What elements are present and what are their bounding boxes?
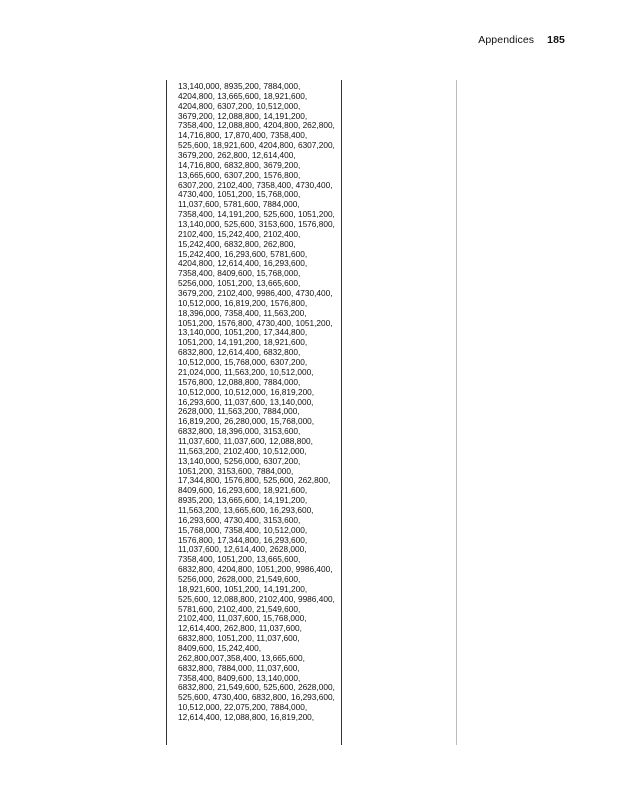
number-line: 1576,800, 17,344,800, 16,293,600, bbox=[178, 534, 308, 545]
number-line: 10,512,000, 10,512,000, 16,819,200, bbox=[178, 386, 315, 397]
number-line: 8409,600, 15,242,400, bbox=[178, 642, 262, 653]
number-line: 7358,400, 1051,200, 13,665,600, bbox=[178, 554, 301, 565]
number-line: 21,024,000, 11,563,200, 10,512,000, bbox=[178, 366, 314, 377]
number-line: 2102,400, 11,037,600, 15,768,000, bbox=[178, 613, 307, 624]
number-line: 6832,800, 7884,000, 11,037,600, bbox=[178, 662, 300, 673]
column-rule-left bbox=[166, 80, 167, 745]
number-line: 15,242,400, 6832,800, 262,800, bbox=[178, 238, 296, 249]
number-line: 15,768,000, 7358,400, 10,512,000, bbox=[178, 524, 308, 535]
number-line: 14,716,800, 6832,800, 3679,200, bbox=[178, 159, 301, 170]
number-line: 4204,800, 13,665,600, 18,921,600, bbox=[178, 90, 308, 101]
number-line: 12,614,400, 262,800, 11,037,600, bbox=[178, 623, 302, 634]
number-line: 2628,000, 11,563,200, 7884,000, bbox=[178, 406, 300, 417]
number-line: 6307,200, 2102,400, 7358,400, 4730,400, bbox=[178, 179, 333, 190]
number-line: 2102,400, 15,242,400, 2102,400, bbox=[178, 228, 301, 239]
number-line: 4204,800, 12,614,400, 16,293,600, bbox=[178, 258, 308, 269]
number-line: 4730,400, 1051,200, 15,768,000, bbox=[178, 189, 301, 200]
number-line: 10,512,000, 15,768,000, 6307,200, bbox=[178, 357, 308, 368]
number-line: 13,140,000, 5256,000, 6307,200, bbox=[178, 455, 301, 466]
number-line: 11,563,200, 2102,400, 10,512,000, bbox=[178, 445, 307, 456]
number-line: 7358,400, 8409,600, 13,140,000, bbox=[178, 672, 301, 683]
number-line: 11,037,600, 11,037,600, 12,088,800, bbox=[178, 435, 313, 446]
number-line: 1051,200, 3153,600, 7884,000, bbox=[178, 465, 294, 476]
number-line: 7358,400, 14,191,200, 525,600, 1051,200, bbox=[178, 209, 335, 220]
number-line: 14,716,800, 17,870,400, 7358,400, bbox=[178, 130, 308, 141]
number-line: 7358,400, 12,088,800, 4204,800, 262,800, bbox=[178, 120, 335, 131]
number-line: 8935,200, 13,665,600, 14,191,200, bbox=[178, 495, 308, 506]
number-line: 16,819,200, 26,280,000, 15,768,000, bbox=[178, 416, 315, 427]
number-line: 1051,200, 14,191,200, 18,921,600, bbox=[178, 337, 308, 348]
section-title: Appendices bbox=[478, 34, 535, 46]
number-line: 17,344,800, 1576,800, 525,600, 262,800, bbox=[178, 475, 331, 486]
number-line: 16,293,600, 4730,400, 3153,600, bbox=[178, 514, 301, 525]
number-line: 6832,800, 1051,200, 11,037,600, bbox=[178, 633, 300, 644]
number-line: 15,242,400, 16,293,600, 5781,600, bbox=[178, 248, 308, 259]
number-line: 11,037,600, 5781,600, 7884,000, bbox=[178, 199, 300, 210]
number-line: 18,921,600, 1051,200, 14,191,200, bbox=[178, 583, 308, 594]
number-line: 3679,200, 2102,400, 9986,400, 4730,400, bbox=[178, 288, 333, 299]
number-line: 5781,600, 2102,400, 21,549,600, bbox=[178, 603, 301, 614]
number-line: 525,600, 12,088,800, 2102,400, 9986,400, bbox=[178, 593, 335, 604]
number-list-column bbox=[178, 82, 338, 723]
number-line: 3679,200, 12,088,800, 14,191,200, bbox=[178, 110, 308, 121]
number-line: 262,800,007,358,400, 13,665,600, bbox=[178, 652, 305, 663]
number-line: 3679,200, 262,800, 12,614,400, bbox=[178, 150, 296, 161]
number-line: 7358,400, 8409,600, 15,768,000, bbox=[178, 268, 301, 279]
number-line: 6832,800, 18,396,000, 3153,600, bbox=[178, 426, 301, 437]
number-line: 5256,000, 1051,200, 13,665,600, bbox=[178, 278, 301, 289]
number-line: 11,037,600, 12,614,400, 2628,000, bbox=[178, 544, 307, 555]
running-head bbox=[478, 34, 565, 46]
number-line: 6832,800, 12,614,400, 6832,800, bbox=[178, 347, 301, 358]
number-line: 11,563,200, 13,665,600, 16,293,600, bbox=[178, 504, 314, 515]
number-line: 1051,200, 1576,800, 4730,400, 1051,200, bbox=[178, 317, 333, 328]
number-line: 5256,000, 2628,000, 21,549,600, bbox=[178, 573, 301, 584]
number-line: 18,396,000, 7358,400, 11,563,200, bbox=[178, 307, 307, 318]
number-line: 6832,800, 4204,800, 1051,200, 9986,400, bbox=[178, 564, 333, 575]
number-line: 8409,600, 16,293,600, 18,921,600, bbox=[178, 485, 308, 496]
number-line: 525,600, 18,921,600, 4204,800, 6307,200, bbox=[178, 140, 335, 151]
number-line: 4204,800, 6307,200, 10,512,000, bbox=[178, 100, 301, 111]
page-number: 185 bbox=[547, 34, 565, 46]
number-line: 16,293,600, 11,037,600, 13,140,000, bbox=[178, 396, 314, 407]
number-line: 6832,800, 21,549,600, 525,600, 2628,000, bbox=[178, 682, 335, 693]
column-rule-middle bbox=[341, 80, 342, 745]
number-line: 13,140,000, 525,600, 3153,600, 1576,800, bbox=[178, 219, 335, 230]
column-rule-right bbox=[456, 80, 457, 745]
number-line: 10,512,000, 16,819,200, 1576,800, bbox=[178, 297, 308, 308]
number-line: 13,140,000, 1051,200, 17,344,800, bbox=[178, 327, 308, 338]
number-line: 12,614,400, 12,088,800, 16,819,200, bbox=[178, 712, 315, 722]
number-line: 10,512,000, 22,075,200, 7884,000, bbox=[178, 702, 308, 713]
number-line: 1576,800, 12,088,800, 7884,000, bbox=[178, 376, 301, 387]
number-line: 13,665,600, 6307,200, 1576,800, bbox=[178, 169, 301, 180]
number-line: 525,600, 4730,400, 6832,800, 16,293,600, bbox=[178, 692, 335, 703]
number-line: 13,140,000, 8935,200, 7884,000, bbox=[178, 81, 301, 91]
